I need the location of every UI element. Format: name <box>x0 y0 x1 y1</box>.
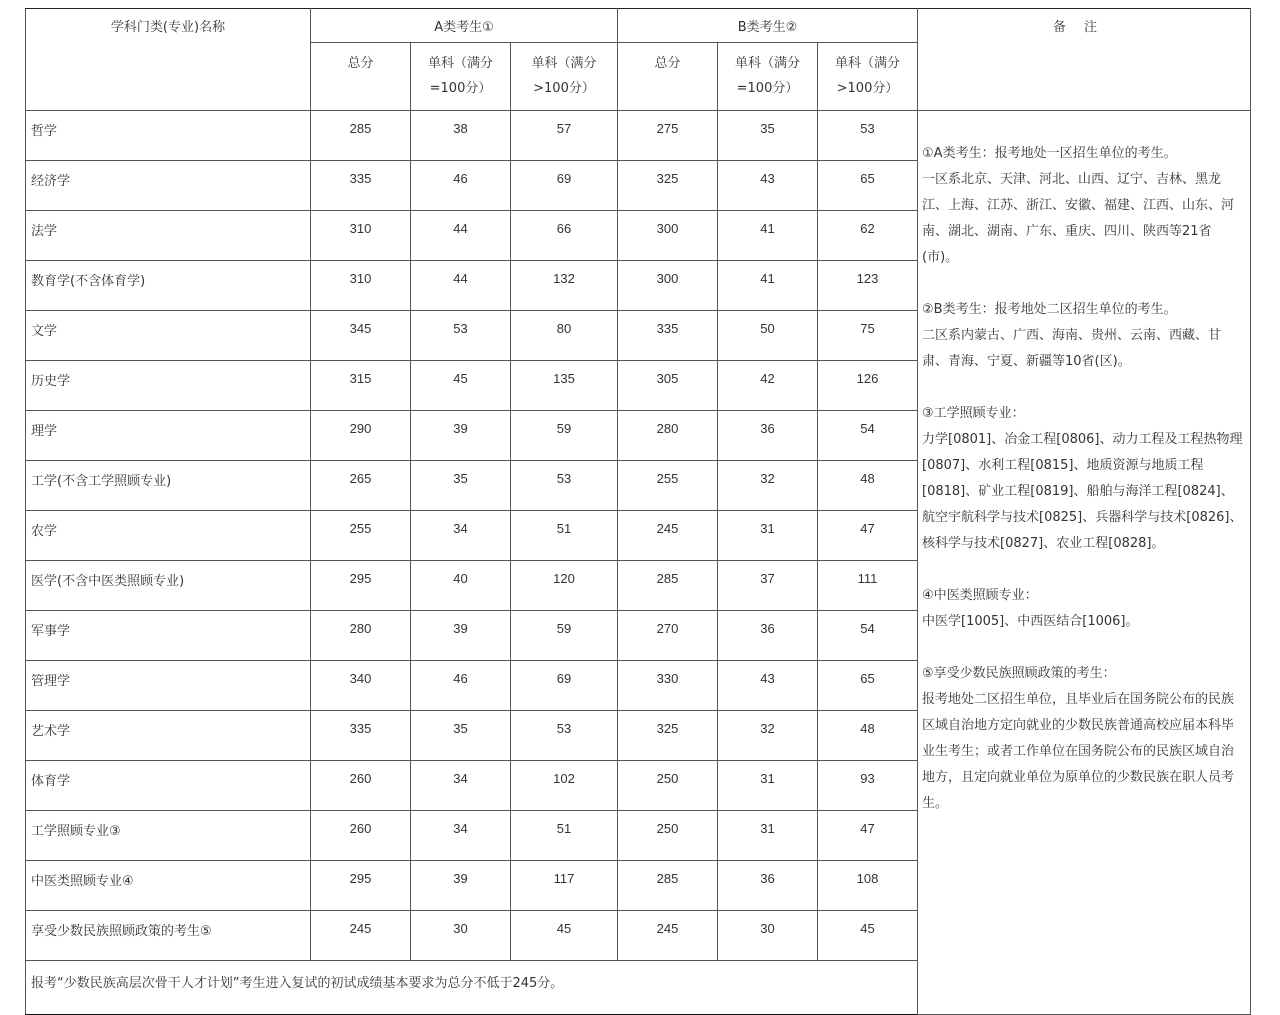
b-single-100-score: 35 <box>718 111 818 161</box>
b-total-score: 330 <box>618 661 718 711</box>
b-total-score: 250 <box>618 761 718 811</box>
b-single-100-score: 32 <box>718 461 818 511</box>
header-b-single-gt100 <box>818 43 918 111</box>
b-single-gt100-score: 123 <box>818 261 918 311</box>
a-single-gt100-score: 69 <box>511 161 618 211</box>
a-single-100-score: 39 <box>411 861 511 911</box>
a-single-gt100-score: 59 <box>511 611 618 661</box>
subject-name: 哲学 <box>26 111 311 161</box>
b-total-score: 335 <box>618 311 718 361</box>
note-body: 中医学[1005]、中西医结合[1006]。 <box>922 614 1139 629</box>
a-total-score: 295 <box>311 861 411 911</box>
notes-cell <box>918 111 1251 1015</box>
a-total-score: 265 <box>311 461 411 511</box>
header-b-total: 总分 <box>618 43 718 111</box>
subject-name: 艺术学 <box>26 711 311 761</box>
header-b-single-100 <box>718 43 818 111</box>
subject-name: 经济学 <box>26 161 311 211</box>
b-total-score: 300 <box>618 211 718 261</box>
header-row-groups <box>26 9 1251 43</box>
a-total-score: 335 <box>311 711 411 761</box>
subject-name: 医学(不含中医类照顾专业) <box>26 561 311 611</box>
a-single-gt100-score: 53 <box>511 711 618 761</box>
table-row <box>26 111 1251 161</box>
header-line: 单科（满分 <box>531 56 597 71</box>
note-title: ①A类考生：报考地处一区招生单位的考生。 <box>922 146 1177 161</box>
b-single-100-score: 30 <box>718 911 818 961</box>
note-body: 报考地处二区招生单位，且毕业后在国务院公布的民族区域自治地方定向就业的少数民族普通高校应届本科毕业生考生；或者工作单位在国务院公布的民族区域自治地方，且定向就业单位为原单位的少数民族在职人员考生。 <box>922 692 1235 811</box>
a-single-100-score: 39 <box>411 411 511 461</box>
b-single-100-score: 31 <box>718 811 818 861</box>
b-total-score: 285 <box>618 561 718 611</box>
b-single-100-score: 31 <box>718 511 818 561</box>
header-notes: 备注 <box>918 9 1251 111</box>
subject-name: 法学 <box>26 211 311 261</box>
header-line: =100分） <box>736 81 799 96</box>
a-single-100-score: 35 <box>411 711 511 761</box>
b-single-100-score: 32 <box>718 711 818 761</box>
header-a-single-gt100 <box>511 43 618 111</box>
a-total-score: 245 <box>311 911 411 961</box>
subject-name: 享受少数民族照顾政策的考生⑤ <box>26 911 311 961</box>
a-single-100-score: 39 <box>411 611 511 661</box>
b-single-gt100-score: 65 <box>818 661 918 711</box>
a-single-100-score: 30 <box>411 911 511 961</box>
a-single-gt100-score: 132 <box>511 261 618 311</box>
note-block <box>922 661 1246 817</box>
a-total-score: 340 <box>311 661 411 711</box>
b-single-100-score: 50 <box>718 311 818 361</box>
b-total-score: 245 <box>618 911 718 961</box>
a-single-100-score: 46 <box>411 161 511 211</box>
note-title: ⑤享受少数民族照顾政策的考生： <box>922 666 1116 681</box>
a-single-gt100-score: 59 <box>511 411 618 461</box>
b-total-score: 325 <box>618 161 718 211</box>
a-single-gt100-score: 69 <box>511 661 618 711</box>
header-line: 单科（满分 <box>427 56 493 71</box>
a-single-gt100-score: 135 <box>511 361 618 411</box>
b-single-100-score: 36 <box>718 861 818 911</box>
b-single-100-score: 43 <box>718 161 818 211</box>
b-total-score: 275 <box>618 111 718 161</box>
b-single-gt100-score: 47 <box>818 811 918 861</box>
b-single-100-score: 37 <box>718 561 818 611</box>
subject-name: 工学(不含工学照顾专业) <box>26 461 311 511</box>
b-single-gt100-score: 48 <box>818 461 918 511</box>
a-single-gt100-score: 51 <box>511 811 618 861</box>
subject-name: 军事学 <box>26 611 311 661</box>
note-title: ②B类考生：报考地处二区招生单位的考生。 <box>922 302 1177 317</box>
header-a-total: 总分 <box>311 43 411 111</box>
subject-name: 教育学(不含体育学) <box>26 261 311 311</box>
header-line: >100分） <box>533 81 595 96</box>
subject-name: 管理学 <box>26 661 311 711</box>
b-total-score: 250 <box>618 811 718 861</box>
header-subject-name: 学科门类(专业)名称 <box>26 9 311 111</box>
a-single-gt100-score: 80 <box>511 311 618 361</box>
a-total-score: 285 <box>311 111 411 161</box>
a-total-score: 260 <box>311 811 411 861</box>
a-single-100-score: 53 <box>411 311 511 361</box>
b-total-score: 280 <box>618 411 718 461</box>
b-single-gt100-score: 75 <box>818 311 918 361</box>
subject-name: 历史学 <box>26 361 311 411</box>
b-single-gt100-score: 65 <box>818 161 918 211</box>
a-total-score: 335 <box>311 161 411 211</box>
a-single-gt100-score: 120 <box>511 561 618 611</box>
a-single-100-score: 44 <box>411 211 511 261</box>
b-single-gt100-score: 126 <box>818 361 918 411</box>
header-line: >100分） <box>836 81 899 96</box>
b-single-gt100-score: 111 <box>818 561 918 611</box>
header-a-single-100 <box>411 43 511 111</box>
b-single-gt100-score: 54 <box>818 411 918 461</box>
note-title: ④中医类照顾专业： <box>922 588 1038 603</box>
subject-name: 文学 <box>26 311 311 361</box>
note-block <box>922 583 1246 635</box>
header-group-a: A类考生① <box>311 9 618 43</box>
a-single-100-score: 46 <box>411 661 511 711</box>
a-total-score: 310 <box>311 211 411 261</box>
b-total-score: 255 <box>618 461 718 511</box>
note-block <box>922 141 1246 271</box>
b-total-score: 325 <box>618 711 718 761</box>
a-total-score: 255 <box>311 511 411 561</box>
subject-name: 农学 <box>26 511 311 561</box>
a-total-score: 295 <box>311 561 411 611</box>
a-single-gt100-score: 45 <box>511 911 618 961</box>
note-title: ③工学照顾专业： <box>922 406 1025 421</box>
b-single-gt100-score: 47 <box>818 511 918 561</box>
a-total-score: 315 <box>311 361 411 411</box>
a-total-score: 280 <box>311 611 411 661</box>
header-line: =100分） <box>429 81 492 96</box>
a-single-gt100-score: 66 <box>511 211 618 261</box>
b-single-gt100-score: 93 <box>818 761 918 811</box>
b-single-100-score: 41 <box>718 211 818 261</box>
note-body: 力学[0801]、冶金工程[0806]、动力工程及工程热物理[0807]、水利工程[0815]、地质资源与地质工程 [0818]、矿业工程[0819]、船舶与海洋工程[0824]、航空宇航科学与技术[0825]、兵器科学与技术[0826]、核科学与技术[0827]、农业工程[0828]。 <box>922 432 1243 551</box>
a-single-gt100-score: 53 <box>511 461 618 511</box>
header-line: 单科（满分 <box>835 56 901 71</box>
b-single-100-score: 36 <box>718 411 818 461</box>
b-single-100-score: 36 <box>718 611 818 661</box>
b-total-score: 270 <box>618 611 718 661</box>
subject-name: 理学 <box>26 411 311 461</box>
score-requirements-table <box>25 8 1251 1015</box>
b-single-gt100-score: 54 <box>818 611 918 661</box>
a-single-100-score: 44 <box>411 261 511 311</box>
footer-note: 报考“少数民族高层次骨干人才计划”考生进入复试的初试成绩基本要求为总分不低于245分。 <box>26 961 918 1015</box>
subject-name: 体育学 <box>26 761 311 811</box>
note-block <box>922 401 1246 557</box>
b-single-gt100-score: 62 <box>818 211 918 261</box>
subject-name: 中医类照顾专业④ <box>26 861 311 911</box>
a-single-100-score: 34 <box>411 761 511 811</box>
b-single-gt100-score: 53 <box>818 111 918 161</box>
b-single-100-score: 43 <box>718 661 818 711</box>
b-total-score: 285 <box>618 861 718 911</box>
note-block <box>922 297 1246 375</box>
b-single-100-score: 41 <box>718 261 818 311</box>
header-group-b: B类考生② <box>618 9 918 43</box>
b-single-100-score: 42 <box>718 361 818 411</box>
subject-name: 工学照顾专业③ <box>26 811 311 861</box>
b-total-score: 300 <box>618 261 718 311</box>
a-single-100-score: 40 <box>411 561 511 611</box>
a-single-gt100-score: 117 <box>511 861 618 911</box>
a-total-score: 260 <box>311 761 411 811</box>
header-line: 单科（满分 <box>734 56 800 71</box>
a-single-100-score: 34 <box>411 811 511 861</box>
b-total-score: 245 <box>618 511 718 561</box>
a-single-gt100-score: 51 <box>511 511 618 561</box>
a-single-gt100-score: 102 <box>511 761 618 811</box>
b-single-100-score: 31 <box>718 761 818 811</box>
a-single-gt100-score: 57 <box>511 111 618 161</box>
b-total-score: 305 <box>618 361 718 411</box>
note-body: 二区系内蒙古、广西、海南、贵州、云南、西藏、甘肃、青海、宁夏、新疆等10省(区)。 <box>922 328 1222 369</box>
a-single-100-score: 34 <box>411 511 511 561</box>
a-single-100-score: 38 <box>411 111 511 161</box>
a-total-score: 310 <box>311 261 411 311</box>
a-single-100-score: 35 <box>411 461 511 511</box>
a-total-score: 290 <box>311 411 411 461</box>
score-table-container <box>25 8 1250 1015</box>
b-single-gt100-score: 108 <box>818 861 918 911</box>
a-total-score: 345 <box>311 311 411 361</box>
note-body: 一区系北京、天津、河北、山西、辽宁、吉林、黑龙江、上海、江苏、浙江、安徽、福建、江西、山东、河南、湖北、湖南、广东、重庆、四川、陕西等21省 (市)。 <box>922 172 1235 265</box>
b-single-gt100-score: 48 <box>818 711 918 761</box>
a-single-100-score: 45 <box>411 361 511 411</box>
b-single-gt100-score: 45 <box>818 911 918 961</box>
